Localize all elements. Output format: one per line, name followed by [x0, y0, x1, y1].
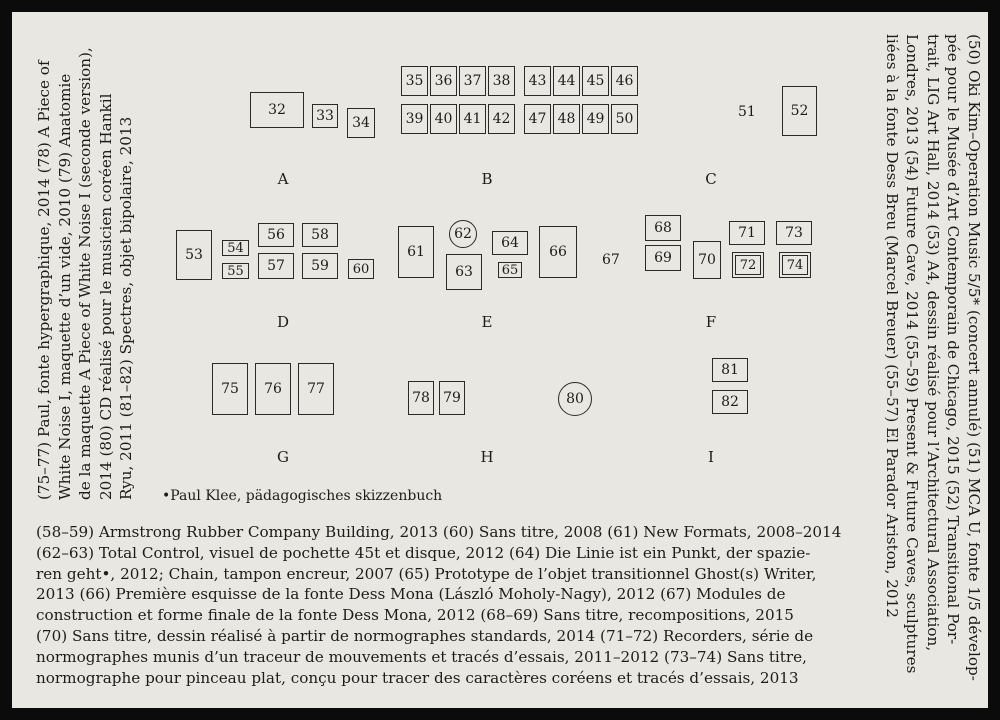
bottom-caption-line: (70) Sans titre, dessin réalisé à partir de normographes standards, 2014 (71–72) Recorders, série de — [36, 626, 814, 645]
item-box: 32 — [250, 92, 304, 128]
item-box: 76 — [255, 363, 291, 415]
group-label: C — [705, 170, 717, 188]
bottom-caption-line: construction et forme finale de la fonte Dess Mona, 2012 (68–69) Sans titre, recompositions, 2015 — [36, 606, 794, 625]
item-box: 43 — [524, 66, 551, 96]
item-circle: 62 — [449, 220, 477, 248]
item-box: 63 — [446, 254, 482, 290]
bottom-caption-line: (62–63) Total Control, visuel de pochette 45t et disque, 2012 (64) Die Linie ist ein Punkt, der spazie- — [36, 543, 811, 562]
left-caption-line: 2014 (80) CD réalisé pour le musicien coréen Hankil — [96, 93, 115, 500]
item-box: 71 — [729, 221, 765, 245]
bottom-caption-line: normographes munis d’un traceur de mouvements et tracés d’essais, 2011–2012 (73–74) Sans titre, — [36, 647, 807, 666]
item-box: 45 — [582, 66, 609, 96]
left-caption-line: de la maquette A Piece of White Noise I (seconde version), — [76, 47, 94, 500]
bottom-caption-line: normographe pour pinceau plat, conçu pour tracer des caractères coréens et tracés d’essais, 2013 — [36, 668, 799, 687]
item-box: 77 — [298, 363, 334, 415]
group-label: F — [705, 313, 717, 331]
item-circle: 80 — [558, 382, 592, 416]
item-box: 82 — [712, 390, 748, 414]
item-box: 44 — [553, 66, 580, 96]
item-box: 33 — [312, 104, 338, 128]
item-box: 36 — [430, 66, 457, 96]
item-box: 79 — [439, 381, 465, 415]
item-box: 40 — [430, 104, 457, 134]
bottom-caption-line: 2013 (66) Première esquisse de la fonte Dess Mona (László Moholy-Nagy), 2012 (67) Modules de — [36, 585, 786, 604]
item-box: 75 — [212, 363, 248, 415]
right-caption-line: liées à la fonte Dess Breu (Marcel Breuer) (55–57) El Parador Ariston, 2012 — [883, 34, 901, 618]
item-box: 35 — [401, 66, 428, 96]
right-caption-line: pée pour le Musée d’Art Contemporain de Chicago, 2015 (52) Transitional Por- — [944, 34, 963, 645]
catalog-page — [12, 12, 988, 708]
item-box: 59 — [302, 253, 338, 279]
item-label: 67 — [602, 252, 620, 268]
group-label: G — [277, 448, 289, 466]
left-caption-line: Ryu, 2011 (81–82) Spectres, objet bipolaire, 2013 — [117, 116, 135, 500]
item-box: 81 — [712, 358, 748, 382]
right-caption-line: (50) Oki Kim–Operation Music 5/5* (concert annulé) (51) MCA U, fonte 1/5 dévelop- — [965, 34, 983, 681]
item-box: 65 — [498, 262, 522, 278]
item-box: 64 — [492, 231, 528, 255]
right-caption-line: Londres, 2013 (54) Future Cave, 2014 (55–59) Present & Future Caves, sculptures — [903, 34, 922, 674]
item-box: 60 — [348, 259, 374, 279]
item-box: 37 — [459, 66, 486, 96]
item-box: 54 — [222, 240, 249, 256]
group-label: H — [480, 448, 494, 466]
item-box: 52 — [782, 86, 817, 136]
group-label: B — [481, 170, 493, 188]
item-box: 47 — [524, 104, 551, 134]
item-box: 70 — [693, 241, 721, 279]
left-caption — [34, 47, 137, 500]
item-box: 48 — [553, 104, 580, 134]
left-caption-line: White Noise I, maquette d’un vide, 2010 (79) Anatomie — [55, 73, 74, 500]
item-box: 34 — [347, 108, 375, 138]
item-box: 68 — [645, 215, 681, 241]
item-box: 74 — [782, 255, 808, 275]
item-box: 41 — [459, 104, 486, 134]
group-label: E — [481, 313, 493, 331]
item-box: 49 — [582, 104, 609, 134]
item-box: 57 — [258, 253, 294, 279]
item-box: 56 — [258, 223, 294, 247]
group-label: A — [277, 170, 289, 188]
item-label: 51 — [738, 104, 756, 120]
item-box: 66 — [539, 226, 577, 278]
item-box: 72 — [735, 255, 761, 275]
right-caption-line: trait, LIG Art Hall, 2014 (53) A4, dessin réalisé pour l’Architectural Association, — [924, 34, 942, 652]
bottom-caption-line: (58–59) Armstrong Rubber Company Building, 2013 (60) Sans titre, 2008 (61) New Formats, 2008–2014 — [36, 523, 842, 541]
item-box: 38 — [488, 66, 515, 96]
item-box: 69 — [645, 245, 681, 271]
item-box: 58 — [302, 223, 338, 247]
left-caption-line: (75–77) Paul, fonte hypergraphique, 2014 (78) A Piece of — [35, 60, 53, 500]
item-box: 61 — [398, 226, 434, 278]
item-box: 55 — [222, 263, 249, 279]
footnote: •Paul Klee, pädagogisches skizzenbuch — [162, 488, 443, 504]
bottom-caption — [36, 522, 841, 688]
item-box: 39 — [401, 104, 428, 134]
right-caption — [882, 34, 985, 681]
item-box: 53 — [176, 230, 212, 280]
item-box: 46 — [611, 66, 638, 96]
group-label: I — [708, 448, 714, 466]
item-box: 42 — [488, 104, 515, 134]
group-label: D — [276, 313, 290, 331]
item-box: 78 — [408, 381, 434, 415]
item-box: 73 — [776, 221, 812, 245]
item-box: 50 — [611, 104, 638, 134]
bottom-caption-line: ren geht•, 2012; Chain, tampon encreur, 2007 (65) Prototype de l’objet transitionnel Ghost(s) Writer, — [36, 564, 817, 583]
